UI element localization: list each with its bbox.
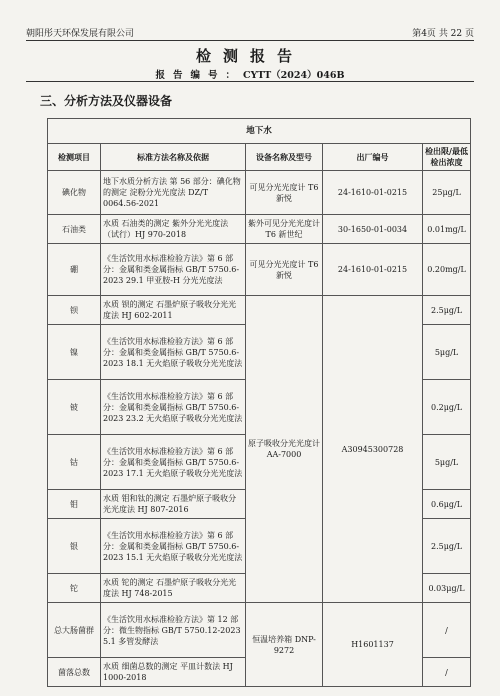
cell-item: 钴 [48,435,101,490]
cell-method: 地下水质分析方法 第 56 部分：碘化物的测定 淀粉分光光度法 DZ/T 0064.56-2021 [101,171,246,215]
cell-method: 《生活饮用水标准检验方法》第 6 部分：金属和类金属指标 GB/T 5750.6-2023 18.1 无火焰原子吸收分光光度法 [101,325,246,380]
column-header: 检测项目 [48,144,101,171]
cell-method: 水质 钼和钛的测定 石墨炉原子吸收分光光度法 HJ 807-2016 [101,490,246,519]
cell-limit: 0.01mg/L [423,215,471,244]
table-group-row [48,119,471,144]
cell-method: 《生活饮用水标准检验方法》第 12 部分：微生物指标 GB/T 5750.12-2023 5.1 多管发酵法 [101,603,246,658]
report-number [0,67,500,81]
cell-serial: 24-1610-01-0215 [323,244,423,296]
cell-equipment: 可见分光光度计 T6 新悦 [246,171,323,215]
cell-serial: 24-1610-01-0215 [323,171,423,215]
cell-equipment-aas: 原子吸收分光光度计 AA-7000 [246,296,323,603]
table-row [48,603,471,658]
column-header: 标准方法名称及依据 [101,144,246,171]
column-header: 出厂编号 [323,144,423,171]
table-header-row [48,144,471,171]
cell-limit: / [423,603,471,658]
cell-item: 石油类 [48,215,101,244]
cell-method: 水质 钡的测定 石墨炉原子吸收分光光度法 HJ 602-2011 [101,296,246,325]
cell-item: 硼 [48,244,101,296]
table-row [48,215,471,244]
cell-limit: 5μg/L [423,325,471,380]
report-number-label: 报告编号： [155,70,244,81]
table-row [48,244,471,296]
cell-limit: 0.03μg/L [423,574,471,603]
total-pages: 共 22 页 [438,29,474,39]
cell-item: 碘化物 [48,171,101,215]
methods-table [47,118,471,687]
cell-limit: 0.2μg/L [423,380,471,435]
report-title: 检测报告 [195,47,304,65]
cell-method: 水质 铊的测定 石墨炉原子吸收分光光度法 HJ 748-2015 [101,574,246,603]
cell-limit: 0.20mg/L [423,244,471,296]
cell-limit: 5μg/L [423,435,471,490]
cell-item: 铍 [48,380,101,435]
cell-item: 镍 [48,325,101,380]
cell-method: 水质 细菌总数的测定 平皿计数法 HJ 1000-2018 [101,658,246,687]
cell-serial: 30-1650-01-0034 [323,215,423,244]
cell-item: 铊 [48,574,101,603]
table-row [48,171,471,215]
cell-method: 《生活饮用水标准检验方法》第 6 部分：金属和类金属指标 GB/T 5750.6-2023 29.1 甲亚胺-H 分光光度法 [101,244,246,296]
header-divider [26,40,474,41]
cell-equipment-incubator: 恒温培养箱 DNP-9272 [246,603,323,687]
column-header: 检出限/最低检出浓度 [423,144,471,171]
cell-limit: 0.6μg/L [423,490,471,519]
report-number-divider [26,81,474,82]
report-number-value: CYTT（2024）046B [243,70,345,81]
cell-equipment: 可见分光光度计 T6 新悦 [246,244,323,296]
cell-limit: 2.5μg/L [423,296,471,325]
cell-limit: 25μg/L [423,171,471,215]
table-row [48,296,471,325]
section-title: 三、分析方法及仪器设备 [40,94,173,108]
table-group-title: 地下水 [48,119,471,144]
page-header [26,26,474,40]
current-page: 第4页 [412,29,436,39]
cell-method: 《生活饮用水标准检验方法》第 6 部分：金属和类金属指标 GB/T 5750.6-2023 17.1 无火焰原子吸收分光光度法 [101,435,246,490]
cell-item: 总大肠菌群 [48,603,101,658]
cell-serial-incubator: H1601137 [323,603,423,687]
cell-limit: / [423,658,471,687]
cell-equipment: 紫外可见分光光度计 T6 新世纪 [246,215,323,244]
cell-item: 银 [48,519,101,574]
cell-limit: 2.5μg/L [423,519,471,574]
cell-method: 水质 石油类的测定 紫外分光光度法（试行）HJ 970-2018 [101,215,246,244]
cell-method: 《生活饮用水标准检验方法》第 6 部分：金属和类金属指标 GB/T 5750.6-2023 23.2 无火焰原子吸收分光光度法 [101,380,246,435]
cell-method: 《生活饮用水标准检验方法》第 6 部分：金属和类金属指标 GB/T 5750.6-2023 15.1 无火焰原子吸收分光光度法 [101,519,246,574]
cell-item: 菌落总数 [48,658,101,687]
company-name: 朝阳彤天环保发展有限公司 [26,29,135,39]
cell-item: 钡 [48,296,101,325]
cell-serial-aas: A30945300728 [323,296,423,603]
page-number [412,26,474,39]
column-header: 设备名称及型号 [246,144,323,171]
cell-item: 钼 [48,490,101,519]
